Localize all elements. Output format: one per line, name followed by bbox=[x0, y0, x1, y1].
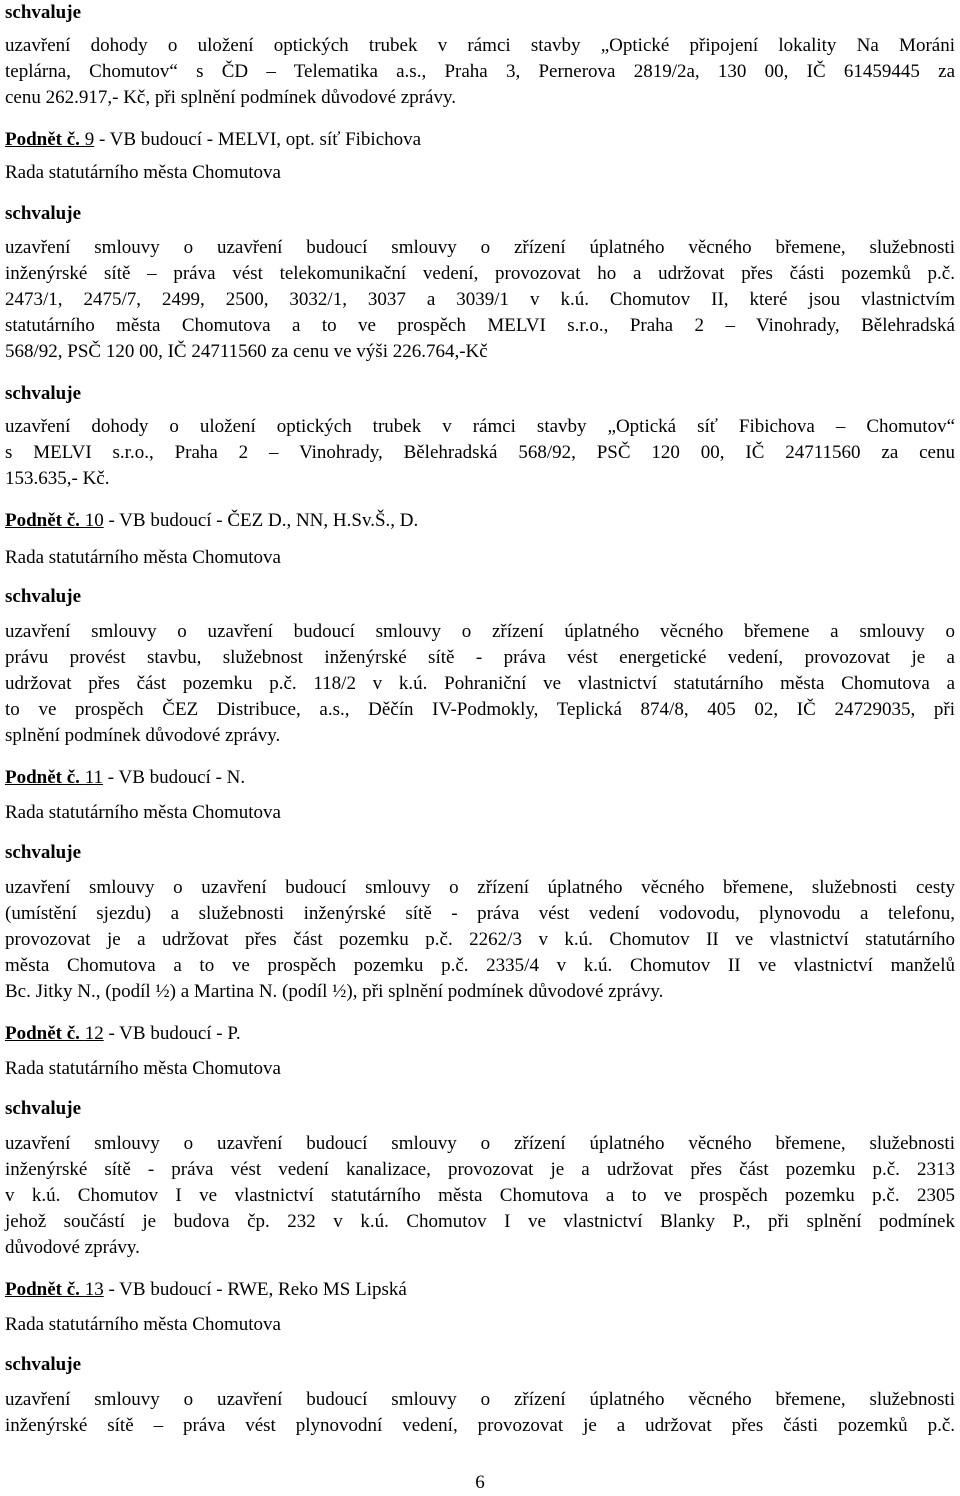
podnet-label: Podnět č. bbox=[5, 1279, 85, 1300]
podnet-heading bbox=[5, 1277, 407, 1303]
podnet-label: Podnět č. bbox=[5, 510, 85, 531]
schvaluje-heading: schvaluje bbox=[5, 1098, 81, 1119]
schvaluje-heading: schvaluje bbox=[5, 383, 81, 404]
text-line: Bc. Jitky N., (podíl ½) a Martina N. (podíl ½), při splnění podmínek důvodové zprávy. bbox=[5, 981, 664, 1002]
paragraph-line: provozovat je a udržovat přes část pozemku p.č. 2262/3 v k.ú. Chomutov II ve vlastnictví statutárního bbox=[5, 929, 955, 950]
paragraph-line: uzavření dohody o uložení optických trubek v rámci stavby „Optická síť Fibichova – Chomutov“ bbox=[5, 416, 955, 437]
podnet-title: - VB budoucí - P. bbox=[103, 1023, 241, 1044]
page-number: 6 bbox=[475, 1472, 485, 1493]
text-line: cenu 262.917,- Kč, při splnění podmínek důvodové zprávy. bbox=[5, 87, 456, 108]
schvaluje-heading: schvaluje bbox=[5, 842, 81, 863]
podnet-number: 12 bbox=[84, 1023, 104, 1044]
paragraph-line: inženýrské sítě – práva vést plynovodní vedení, provozovat je a udržovat přes části pozemků p.č. bbox=[5, 1415, 955, 1436]
paragraph-line: 2473/1, 2475/7, 2499, 2500, 3032/1, 3037 a 3039/1 v k.ú. Chomutov II, které jsou vlastnictvím bbox=[5, 289, 955, 310]
podnet-title: - VB budoucí - MELVI, opt. síť Fibichova bbox=[94, 129, 422, 150]
paragraph-line: udržovat přes část pozemku p.č. 118/2 v k.ú. Pohraniční ve vlastnictví statutárního města Chomutova a bbox=[5, 673, 955, 694]
paragraph-line: inženýrské sítě – práva vést telekomunikační vedení, provozovat ho a udržovat přes části pozemků p.č. bbox=[5, 263, 955, 284]
paragraph-line: statutárního města Chomutova a to ve prospěch MELVI s.r.o., Praha 2 – Vinohrady, Bělehradská bbox=[5, 315, 955, 336]
paragraph-line: (umístění sjezdu) a služebnosti inženýrské sítě - práva vést vedení vodovodu, plynovodu a telefonu, bbox=[5, 903, 955, 924]
schvaluje-heading: schvaluje bbox=[5, 586, 81, 607]
text-line: Rada statutárního města Chomutova bbox=[5, 547, 281, 568]
paragraph-line: v k.ú. Chomutov I ve vlastnictví statutárního města Chomutova a to ve prospěch pozemku p.č. 2305 bbox=[5, 1185, 955, 1206]
text-line: důvodové zprávy. bbox=[5, 1237, 140, 1258]
podnet-title: - VB budoucí - ČEZ D., NN, H.Sv.Š., D. bbox=[103, 510, 419, 531]
podnet-number: 9 bbox=[84, 129, 95, 150]
paragraph-line: právu provést stavbu, služebnost inženýrské sítě - práva vést energetické vedení, provozovat je a bbox=[5, 647, 955, 668]
paragraph-line: uzavření smlouvy o uzavření budoucí smlouvy o zřízení úplatného věcného břemene a smlouvy o bbox=[5, 621, 955, 642]
text-line: 153.635,- Kč. bbox=[5, 468, 110, 489]
podnet-heading bbox=[5, 765, 245, 791]
paragraph-line: jehož součástí je budova čp. 232 v k.ú. Chomutov I ve vlastnictví Blanky P., při splnění podmínek bbox=[5, 1211, 955, 1232]
schvaluje-heading: schvaluje bbox=[5, 203, 81, 224]
podnet-heading bbox=[5, 1021, 241, 1047]
podnet-heading bbox=[5, 508, 418, 534]
paragraph-line: uzavření smlouvy o uzavření budoucí smlouvy o zřízení úplatného věcného břemene, služebnosti bbox=[5, 237, 955, 258]
schvaluje-heading: schvaluje bbox=[5, 2, 81, 23]
text-line: Rada statutárního města Chomutova bbox=[5, 1314, 281, 1335]
podnet-label: Podnět č. bbox=[5, 767, 85, 788]
text-line: Rada statutárního města Chomutova bbox=[5, 162, 281, 183]
paragraph-line: uzavření smlouvy o uzavření budoucí smlouvy o zřízení úplatného věcného břemene, služebnosti bbox=[5, 1133, 955, 1154]
podnet-number: 13 bbox=[84, 1279, 104, 1300]
paragraph-line: to ve prospěch ČEZ Distribuce, a.s., Děčín IV-Podmokly, Teplická 874/8, 405 02, IČ 24729035, při bbox=[5, 699, 955, 720]
text-line: Rada statutárního města Chomutova bbox=[5, 802, 281, 823]
podnet-heading bbox=[5, 127, 421, 153]
text-line: 568/92, PSČ 120 00, IČ 24711560 za cenu ve výši 226.764,-Kč bbox=[5, 341, 488, 362]
podnet-number: 10 bbox=[84, 510, 104, 531]
paragraph-line: uzavření dohody o uložení optických trubek v rámci stavby „Optické připojení lokality Na Moráni bbox=[5, 35, 955, 56]
podnet-title: - VB budoucí - RWE, Reko MS Lipská bbox=[103, 1279, 407, 1300]
text-line: Rada statutárního města Chomutova bbox=[5, 1058, 281, 1079]
text-line: splnění podmínek důvodové zprávy. bbox=[5, 725, 281, 746]
paragraph-line: teplárna, Chomutov“ s ČD – Telematika a.s., Praha 3, Pernerova 2819/2a, 130 00, IČ 61459445 za bbox=[5, 61, 955, 82]
podnet-label: Podnět č. bbox=[5, 129, 85, 150]
paragraph-line: uzavření smlouvy o uzavření budoucí smlouvy o zřízení úplatného věcného břemene, služebnosti bbox=[5, 1389, 955, 1410]
paragraph-line: uzavření smlouvy o uzavření budoucí smlouvy o zřízení úplatného věcného břemene, služebnosti cesty bbox=[5, 877, 955, 898]
podnet-label: Podnět č. bbox=[5, 1023, 85, 1044]
paragraph-line: s MELVI s.r.o., Praha 2 – Vinohrady, Bělehradská 568/92, PSČ 120 00, IČ 24711560 za cenu bbox=[5, 442, 955, 463]
podnet-number: 11 bbox=[84, 767, 103, 788]
schvaluje-heading: schvaluje bbox=[5, 1354, 81, 1375]
paragraph-line: inženýrské sítě - práva vést vedení kanalizace, provozovat je a udržovat přes část pozemku p.č. 2313 bbox=[5, 1159, 955, 1180]
podnet-title: - VB budoucí - N. bbox=[102, 767, 246, 788]
paragraph-line: města Chomutova a to ve prospěch pozemku p.č. 2335/4 v k.ú. Chomutov II ve vlastnictví manželů bbox=[5, 955, 955, 976]
